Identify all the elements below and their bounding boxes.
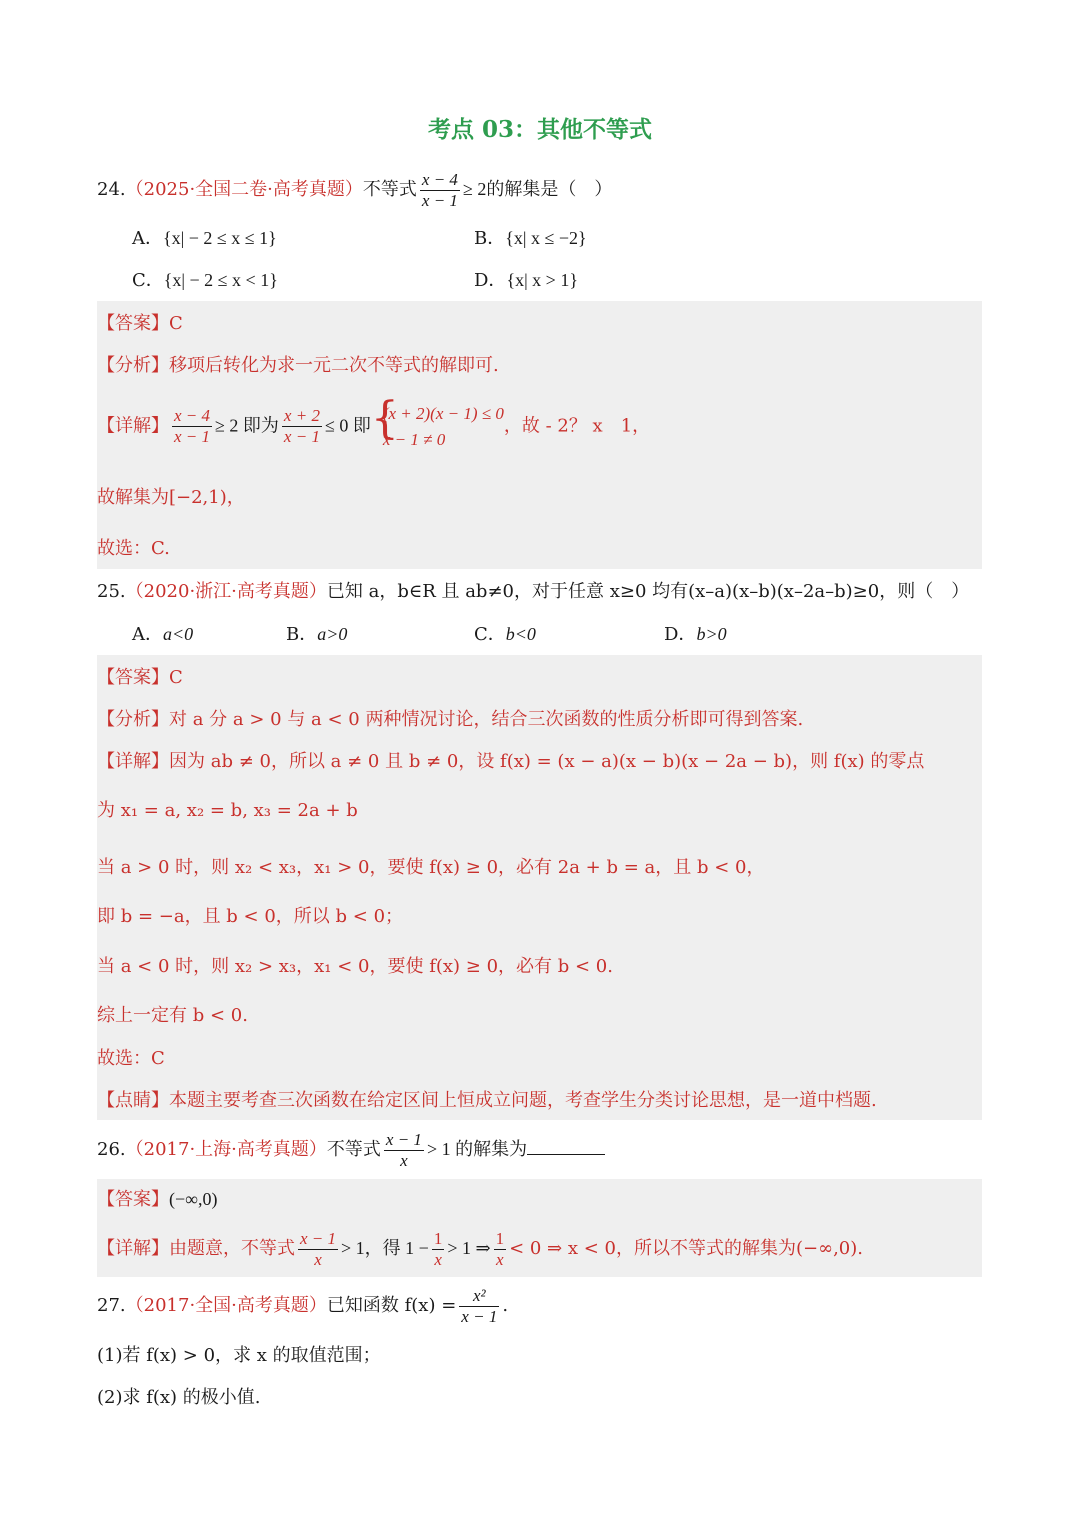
option-c[interactable]: C．{x| − 2 ≤ x < 1} [132,270,278,291]
detail-line: 【详解】由题意，不等式 $\frac{x - 1}{x}$ > 1，得 1 − $\frac{1}{x}$ > 1 ⇒ $\frac{1}{x}$ < 0 ⇒ x < 0，所以不等式的解集为(−∞,0). [97,1229,864,1269]
case1-line: 当 a > 0 时，则 x₂ < x₃，x₁ > 0，要使 f(x) ≥ 0，必有 2a + b = a，且 b < 0， [97,857,765,878]
fraction: $\frac{x - 1}{x}$ [300,1229,337,1269]
solution-24 [97,301,982,569]
question-27 [97,1286,508,1326]
stem-text: 已知 a，b∈R 且 ab≠0，对于任意 x≥0 均有(x–a)(x–b)(x–2a–b)≥0，则（ ） [326,581,970,602]
comment-line: 【点睛】本题主要考查三次函数在给定区间上恒成立问题，考查学生分类讨论思想，是一道中档题. [97,1090,877,1111]
detail-line: 【详解】因为 ab ≠ 0，所以 a ≠ 0 且 b ≠ 0，设 f(x) = (x − a)(x − b)(x − 2a − b)，则 f(x) 的零点 [97,751,925,772]
equation-system: { (x + 2)(x − 1) ≤ 0 x − 1 ≠ 0 [370,393,504,449]
detail-line: 【详解】 $\frac{x - 4}{x - 1}$ ≥ 2 即为 $\frac{x + 2}{x - 1}$ ≤ 0 即 { (x + 2)(x − 1) ≤ 0 x − 1 ≠ 0 ，故 - 2？ x 1， [97,401,650,452]
answer-line: 【答案】(−∞,0) [97,1189,218,1210]
question-25 [97,581,969,603]
question-24 [97,170,612,210]
question-source: （2020·浙江·高考真题） [125,581,327,602]
choice-line: 故选：C. [97,538,170,559]
question-source: （2025·全国二卷·高考真题） [125,179,363,201]
option-a[interactable]: A．a<0 [132,624,194,645]
analysis-line: 【分析】对 a 分 a > 0 与 a < 0 两种情况讨论，结合三次函数的性质分析即可得到答案. [97,709,804,730]
part-2: (2)求 f(x) 的极小值. [97,1387,261,1408]
fraction: $\frac{1}{x}$ [495,1229,505,1269]
stem-text: 不等式 [362,179,417,201]
zeros-line: 为 x₁ = a, x₂ = b, x₃ = 2a + b [97,800,358,821]
question-number: 24. [97,179,126,201]
option-b[interactable]: B．a>0 [286,624,348,645]
stem-math: ≥ 2 [462,179,487,200]
stem-text: 不等式 [326,1139,381,1161]
case2-line: 当 a < 0 时，则 x₂ > x₃，x₁ < 0，要使 f(x) ≥ 0，必有 b < 0. [97,956,613,977]
question-source: （2017·上海·高考真题） [125,1139,327,1161]
fraction: $\frac{x - 4}{x - 1}$ [421,170,458,210]
stem-text: . [502,1295,509,1317]
stem-text: > 1 的解集为 [426,1139,528,1160]
page-title: 考点 03：其他不等式 [427,116,652,143]
answer-line: 【答案】C [97,313,183,334]
question-number: 25. [97,581,126,602]
choice-line: 故选：C [97,1048,165,1069]
question-source: （2017·全国·高考真题） [125,1295,327,1317]
solution-26 [97,1179,982,1277]
answer-blank[interactable] [527,1138,605,1155]
solution-set-line: 故解集为[−2,1)， [97,487,245,508]
fraction: $\frac{x - 4}{x - 1}$ [174,406,211,446]
stem-text: 已知函数 f(x) = [326,1295,457,1317]
question-number: 26. [97,1139,126,1161]
fraction: $\frac{\text{x²}}{x - 1}$ [461,1286,498,1326]
option-b[interactable]: B．{x| x ≤ −2} [474,228,587,249]
analysis-line: 【分析】移项后转化为求一元二次不等式的解即可. [97,355,499,376]
question-26 [97,1130,605,1170]
fraction: $\frac{1}{x}$ [433,1229,443,1269]
question-number: 27. [97,1295,126,1317]
summary-line: 综上一定有 b < 0. [97,1005,248,1026]
option-c[interactable]: C．b<0 [474,624,536,645]
option-d[interactable]: D．b>0 [664,624,727,645]
answer-line: 【答案】C [97,667,183,688]
part-1: (1)若 f(x) > 0，求 x 的取值范围； [97,1345,381,1366]
option-d[interactable]: D．{x| x > 1} [474,270,578,291]
solution-25 [97,655,982,1120]
fraction: $\frac{x + 2}{x - 1}$ [283,406,320,446]
fraction: $\frac{x - 1}{x}$ [385,1130,422,1170]
stem-text: 的解集是（ ） [486,179,613,201]
case1b-line: 即 b = −a，且 b < 0，所以 b < 0； [97,906,404,927]
option-a[interactable]: A．{x| − 2 ≤ x ≤ 1} [132,228,277,249]
